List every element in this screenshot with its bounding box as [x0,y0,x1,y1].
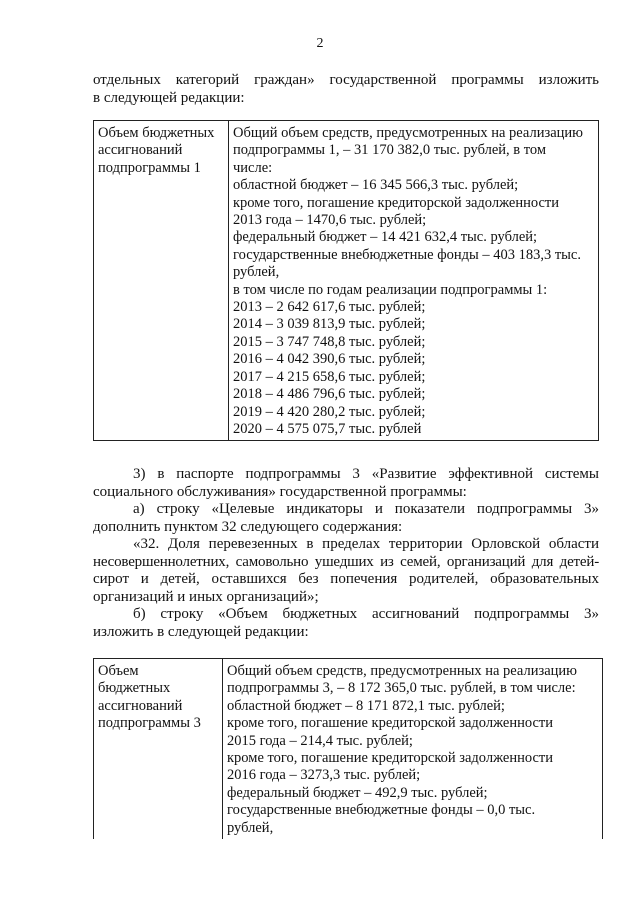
table-label-cell [94,121,229,441]
content-line: кроме того, погашение кредиторской задолженности [227,715,554,732]
section-line: изложить в следующей редакции: [93,623,309,640]
content-line: 2016 – 4 042 390,6 тыс. рублей; [233,351,426,368]
content-line: рублей, [227,819,274,836]
content-line: областной бюджет – 8 171 872,1 тыс. рублей; [227,697,505,714]
content-line: в том числе по годам реализации подпрограммы 1: [233,281,548,298]
section-line: дополнить пунктом 32 следующего содержания: [93,518,403,535]
section-line: сирот и детей, оставшихся без попечения родителей, образовательных [93,571,599,587]
table-content-cell [223,659,603,840]
content-line: 2015 – 3 747 748,8 тыс. рублей; [233,333,426,350]
table-label-cell [94,659,223,840]
intro-line: отдельных категорий граждан» государственной программы изложить [93,72,599,88]
section-line: «32. Доля перевезенных в пределах территории Орловской области [133,536,599,552]
content-line: кроме того, погашение кредиторской задолженности [233,194,560,211]
budget-table-subprogram-1 [93,120,599,441]
section-line: 3) в паспорте подпрограммы 3 «Развитие эффективной системы [133,466,599,482]
content-line: 2013 – 2 642 617,6 тыс. рублей; [233,299,426,316]
content-line: подпрограммы 1, – 31 170 382,0 тыс. рублей, в том [233,142,547,159]
content-line: числе: [233,159,273,176]
content-line: кроме того, погашение кредиторской задолженности [227,750,554,767]
content-line: рублей, [233,264,280,281]
label-line: Объем бюджетных [98,125,215,141]
content-line: подпрограммы 3, – 8 172 365,0 тыс. рублей, в том числе: [227,680,576,697]
label-line: подпрограммы 1 [98,159,201,176]
section-line: несовершеннолетних, самовольно ушедших из семей, организаций для детей- [93,553,599,570]
section-line: б) строку «Объем бюджетных ассигнований подпрограммы 3» [133,606,599,622]
content-line: 2014 – 3 039 813,9 тыс. рублей; [233,316,426,333]
content-line: государственные внебюджетные фонды – 0,0 тыс. [227,802,536,819]
content-line: 2018 – 4 486 796,6 тыс. рублей; [233,386,426,403]
content-line: областной бюджет – 16 345 566,3 тыс. рублей; [233,177,519,194]
content-line: Общий объем средств, предусмотренных на реализацию [227,663,577,679]
content-line: 2019 – 4 420 280,2 тыс. рублей; [233,403,426,420]
page-number: 2 [316,36,324,51]
intro-line: в следующей редакции: [93,89,245,106]
label-line: бюджетных [98,680,171,697]
content-line: федеральный бюджет – 14 421 632,4 тыс. рублей; [233,229,538,246]
content-line: 2013 года – 1470,6 тыс. рублей; [233,212,427,229]
label-line: подпрограммы 3 [98,715,201,732]
section-line: а) строку «Целевые индикаторы и показатели подпрограммы 3» [133,501,599,517]
section-3-text [93,466,599,641]
label-line: ассигнований [98,697,183,714]
content-line: государственные внебюджетные фонды – 403 183,3 тыс. [233,246,581,263]
content-line: 2020 – 4 575 075,7 тыс. рублей [233,420,422,437]
label-line: ассигнований [98,142,183,159]
content-line: 2017 – 4 215 658,6 тыс. рублей; [233,368,426,385]
content-line: 2015 года – 214,4 тыс. рублей; [227,732,413,749]
table-row [94,659,603,840]
content-line: Общий объем средств, предусмотренных на реализацию [233,125,583,141]
table-content-cell [229,121,599,441]
label-line: Объем [98,663,139,679]
content-line: федеральный бюджет – 492,9 тыс. рублей; [227,784,488,801]
section-line: социального обслуживания» государственной программы: [93,483,467,500]
intro-paragraph [93,72,599,107]
content-line: 2016 года – 3273,3 тыс. рублей; [227,767,421,784]
table-row [94,121,599,441]
section-line: организаций и иных организаций»; [93,588,319,605]
budget-table-subprogram-3 [93,658,603,839]
